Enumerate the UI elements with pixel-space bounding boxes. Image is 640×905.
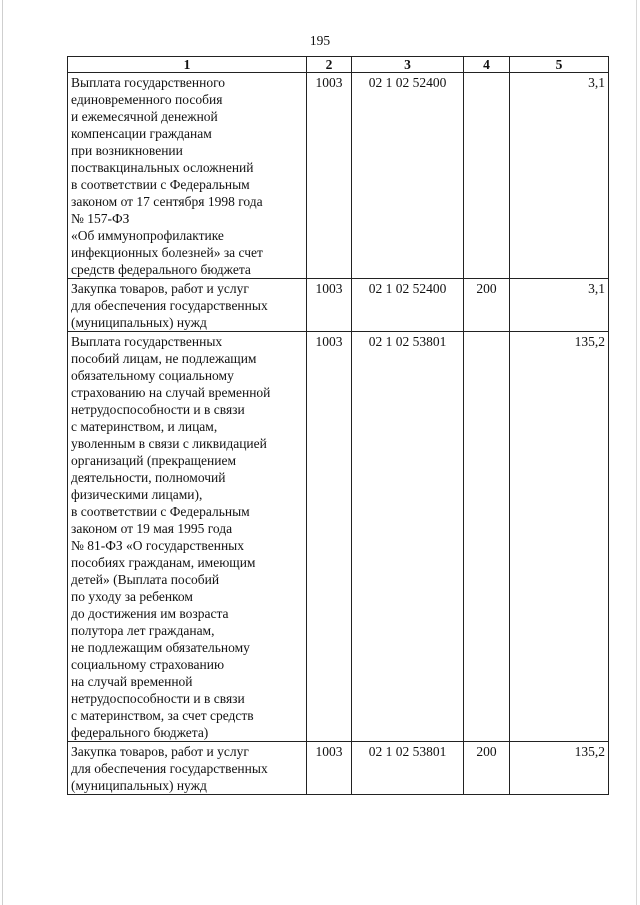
row-type — [464, 332, 510, 742]
header-col-5: 5 — [510, 57, 609, 73]
row-code: 02 1 02 52400 — [352, 73, 464, 279]
page-number: 195 — [309, 33, 331, 48]
table-row — [68, 279, 609, 332]
table-row — [68, 742, 609, 795]
table-row — [68, 73, 609, 279]
row-type: 200 — [464, 279, 510, 332]
row-amount: 3,1 — [510, 73, 609, 279]
header-col-1: 1 — [68, 57, 307, 73]
row-amount: 135,2 — [510, 742, 609, 795]
scan-edge-left — [2, 0, 3, 905]
row-section: 1003 — [307, 279, 352, 332]
row-code: 02 1 02 53801 — [352, 742, 464, 795]
header-col-2: 2 — [307, 57, 352, 73]
budget-table — [67, 56, 609, 795]
row-code: 02 1 02 52400 — [352, 279, 464, 332]
row-type: 200 — [464, 742, 510, 795]
row-section: 1003 — [307, 332, 352, 742]
table-header-row — [68, 57, 609, 73]
row-amount: 135,2 — [510, 332, 609, 742]
header-col-4: 4 — [464, 57, 510, 73]
header-col-3: 3 — [352, 57, 464, 73]
row-name: Закупка товаров, работ и услуг для обеспечения государственных (муниципальных) нужд — [68, 742, 307, 795]
row-code: 02 1 02 53801 — [352, 332, 464, 742]
row-name: Закупка товаров, работ и услуг для обеспечения государственных (муниципальных) нужд — [68, 279, 307, 332]
row-name: Выплата государственных пособий лицам, не подлежащим обязательному социальному страхованию на случай временной нетрудоспособности и в связи с материнством, и лицам, уволенным в связи с ликвидацией организаций (прекращением деятельности, полномочий физическими лицами), в соответствии с Федеральным законом от 19 мая 1995 года № 81-ФЗ «О государственных пособиях гражданам, имеющим детей» (Выплата пособий по уходу за ребенком до достижения им возраста полутора лет гражданам, не подлежащим обязательному социальному страхованию на случай временной нетрудоспособности и в связи с материнством, за счет средств федерального бюджета) — [68, 332, 307, 742]
row-amount: 3,1 — [510, 279, 609, 332]
row-section: 1003 — [307, 742, 352, 795]
table-row — [68, 332, 609, 742]
scan-edge-right — [636, 0, 637, 905]
row-name: Выплата государственного единовременного пособия и ежемесячной денежной компенсации гражданам при возникновении поствакцинальных осложнений в соответствии с Федеральным законом от 17 сентября 1998 года № 157-ФЗ «Об иммунопрофилактике инфекционных болезней» за счет средств федерального бюджета — [68, 73, 307, 279]
row-section: 1003 — [307, 73, 352, 279]
row-type — [464, 73, 510, 279]
